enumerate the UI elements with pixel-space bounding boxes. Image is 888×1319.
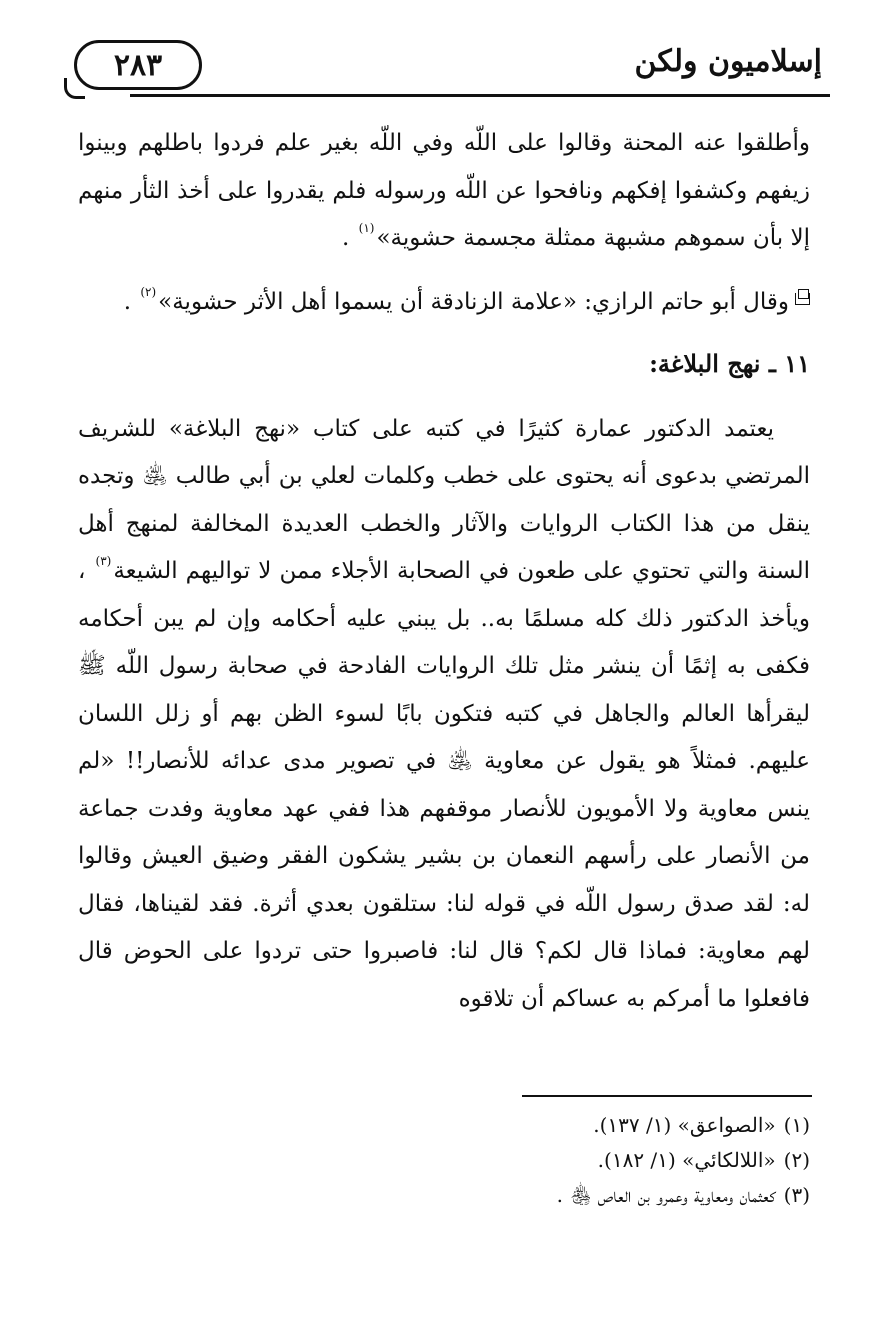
book-title: إسلاميون ولكن (634, 44, 822, 79)
page-number: ٢٨٣ (74, 40, 202, 90)
note-marker-icon (795, 293, 810, 305)
footnote-divider (522, 1095, 812, 1097)
footnote-1: (١)«الصواعق» (١/ ١٣٧). (593, 1113, 810, 1137)
footnote-ref-3: (٣) (95, 554, 112, 568)
page-number-ornament (64, 78, 85, 99)
footnote-ref-2: (٢) (140, 284, 157, 299)
footnote-3: (٣)كعثمان ومعاوية وعمرو بن العاص ﵃ . (556, 1183, 810, 1207)
header-rule (130, 94, 830, 97)
section-heading: ١١ ـ نهج البلاغة: (649, 349, 810, 378)
page-header (60, 38, 830, 102)
footnote-ref-1: (١) (358, 221, 375, 235)
body-text (78, 120, 810, 1023)
paragraph-2: وقال أبو حاتم الرازي: «علامة الزنادقة أن يسموا أهل الأثر حشوية»$^{(٢)}$ . (78, 279, 810, 327)
footnotes (310, 1108, 810, 1213)
footnote-2: (٢)«اللالكائي» (١/ ١٨٢). (597, 1148, 810, 1172)
paragraph-1: وأطلقوا عنه المحنة وقالوا على اللّه وفي اللّه بغير علم فردوا باطلهم وبينوا زيفهم وكشفوا إفكهم ونافحوا عن اللّه ورسوله فلم يقدروا على أخذ الثأر منهم إلا بأن سموهم مشبهة ممثلة مجسمة حشوية»$^{(١)}$ . (78, 130, 810, 251)
paragraph-4: يعتمد الدكتور عمارة كثيرًا في كتبه على كتاب «نهج البلاغة» للشريف المرتضي بدعوى أنه يحتوى على خطب وكلمات لعلي بن أبي طالب ﵁ وتجده ينقل من هذا الكتاب الروايات والآثار والخطب العديدة المخالفة لمنهج أهل السنة والتي تحتوي على طعون في الصحابة الأجلاء ممن لا تواليهم الشيعة$^{(٣)}$ ، ويأخذ الدكتور ذلك كله مسلمًا به.. بل يبني عليه أحكامه وإن لم يبن أحكامه فكفى به إثمًا أن ينشر مثل تلك الروايات الفادحة في صحابة رسول اللّه ﷺ ليقرأها العالم والجاهل في كتبه فتكون بابًا لسوء الظن بهم أو زلل اللسان عليهم. فمثلاً هو يقول عن معاوية ﵁ في تصوير مدى عدائه للأنصار!! «لم ينس معاوية ولا الأمويون للأنصار موقفهم هذا ففي عهد معاوية وفدت جماعة من الأنصار على رأسهم النعمان بن بشير يشكون الفقر وضيق العيش وقالوا له: لقد صدق رسول اللّه في قوله لنا: ستلقون بعدي أثرة. فقد لقيناها، فقال لهم معاوية: فماذا قال لكم؟ قال لنا: فاصبروا حتى تردوا على الحوض قال فافعلوا ما أمركم به عساكم أن تلاقوه (78, 415, 811, 1012)
